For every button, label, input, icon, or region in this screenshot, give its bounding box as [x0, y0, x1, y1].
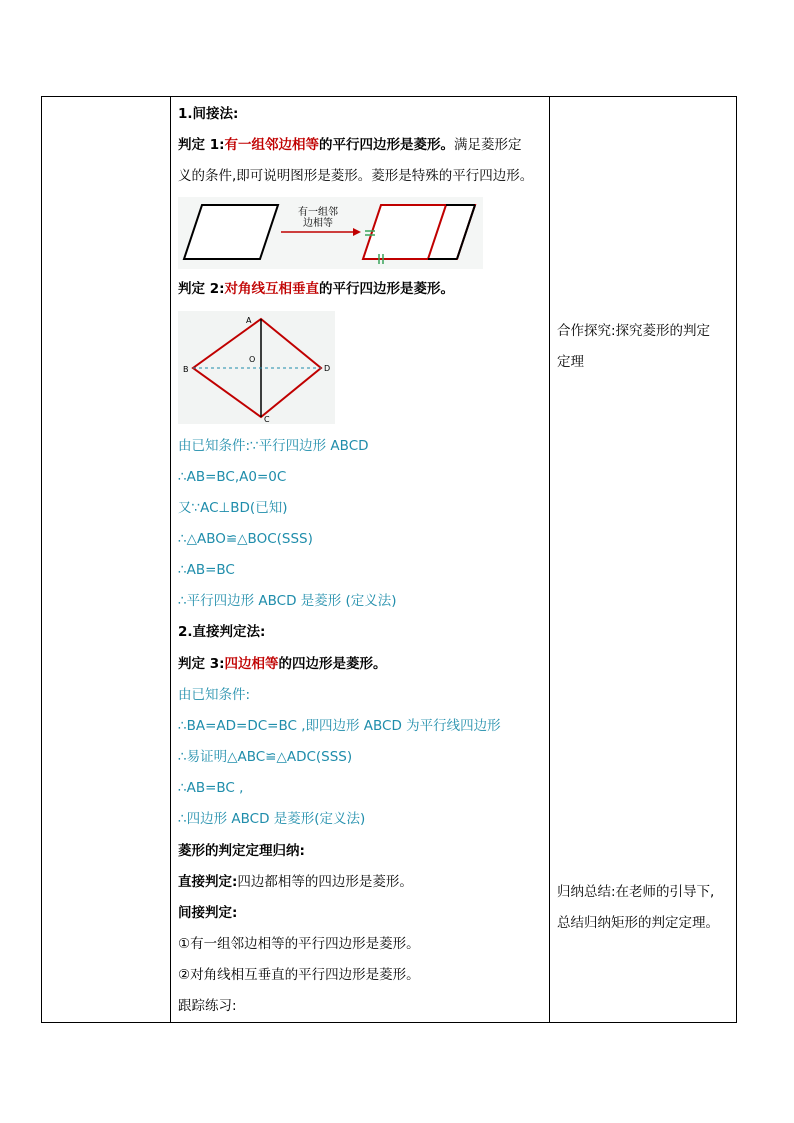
- indirect-item-1: ①有一组邻边相等的平行四边形是菱形。: [178, 936, 420, 952]
- arrow-label-line2: 边相等: [303, 218, 333, 229]
- label-c: C: [264, 415, 270, 424]
- criterion-3-rest: 的四边形是菱形。: [278, 656, 387, 672]
- proof2-line: ∴BA=AD=DC=BC ,即四边形 ABCD 为平行线四边形: [178, 718, 501, 734]
- criterion-1-label: 判定 1:: [178, 137, 225, 153]
- notes-column: [551, 97, 737, 1022]
- arrow-label-line1: 有一组邻: [298, 207, 338, 218]
- label-b: B: [183, 365, 189, 374]
- direct-label: 直接判定:: [178, 874, 238, 890]
- indirect-item-2: ②对角线相互垂直的平行四边形是菱形。: [178, 967, 420, 983]
- indirect-label: 间接判定:: [178, 905, 238, 921]
- content-column: [173, 97, 549, 1022]
- criterion-2-label: 判定 2:: [178, 281, 225, 297]
- criterion-3: [178, 654, 387, 674]
- figure-diagonals: [178, 311, 335, 424]
- column-divider-left: [170, 97, 171, 1022]
- note-line: 定理: [557, 354, 584, 370]
- proof2-line: ∴易证明△ABC≌△ADC(SSS): [178, 749, 353, 765]
- criterion-3-label: 判定 3:: [178, 656, 225, 672]
- note-line: 总结归纳矩形的判定定理。: [557, 915, 719, 931]
- proof1-line: ∴AB=BC,A0=0C: [178, 469, 287, 485]
- figure-adjacent-sides: [178, 197, 483, 269]
- proof1-line: 由已知条件:∵平行四边形 ABCD: [178, 438, 369, 454]
- heading-direct: 2.直接判定法:: [178, 624, 266, 640]
- criterion-1: [178, 135, 522, 155]
- criterion-1-explain: 义的条件,即可说明图形是菱形。菱形是特殊的平行四边形。: [178, 168, 534, 184]
- criterion-1-tail: 满足菱形定: [454, 137, 522, 153]
- label-o: O: [249, 355, 256, 364]
- proof2-line: ∴四边形 ABCD 是菱形(定义法): [178, 811, 366, 827]
- label-d: D: [324, 364, 331, 373]
- proof1-line: 又∵AC⊥BD(已知): [178, 500, 288, 516]
- criterion-2-key: 对角线互相垂直: [224, 281, 319, 297]
- column-divider-right: [549, 97, 550, 1022]
- direct-criterion: [178, 872, 413, 892]
- label-a: A: [246, 316, 252, 325]
- rhombus-shape: [363, 205, 475, 259]
- note-summary: [557, 877, 719, 939]
- practice-label: 跟踪练习:: [178, 998, 237, 1014]
- heading-indirect: 1.间接法:: [178, 106, 239, 122]
- criterion-1-key: 有一组邻边相等: [224, 137, 319, 153]
- summary-title: 菱形的判定定理归纳:: [178, 843, 305, 859]
- criterion-2-rest: 的平行四边形是菱形。: [319, 281, 454, 297]
- criterion-3-key: 四边相等: [224, 656, 279, 672]
- criterion-2: [178, 279, 454, 299]
- note-line: 归纳总结:在老师的引导下,: [557, 884, 715, 900]
- direct-text: 四边都相等的四边形是菱形。: [237, 874, 413, 890]
- note-cooperative-inquiry: [557, 316, 710, 378]
- proof2-line: ∴AB=BC ,: [178, 780, 244, 796]
- proof2-line: 由已知条件:: [178, 687, 251, 703]
- proof1-line: ∴平行四边形 ABCD 是菱形 (定义法): [178, 593, 397, 609]
- criterion-1-rest: 的平行四边形是菱形。: [319, 137, 454, 153]
- lesson-table: [41, 96, 737, 1023]
- proof1-line: ∴△ABO≌△BOC(SSS): [178, 531, 313, 547]
- note-line: 合作探究:探究菱形的判定: [557, 323, 711, 339]
- proof1-line: ∴AB=BC: [178, 562, 235, 578]
